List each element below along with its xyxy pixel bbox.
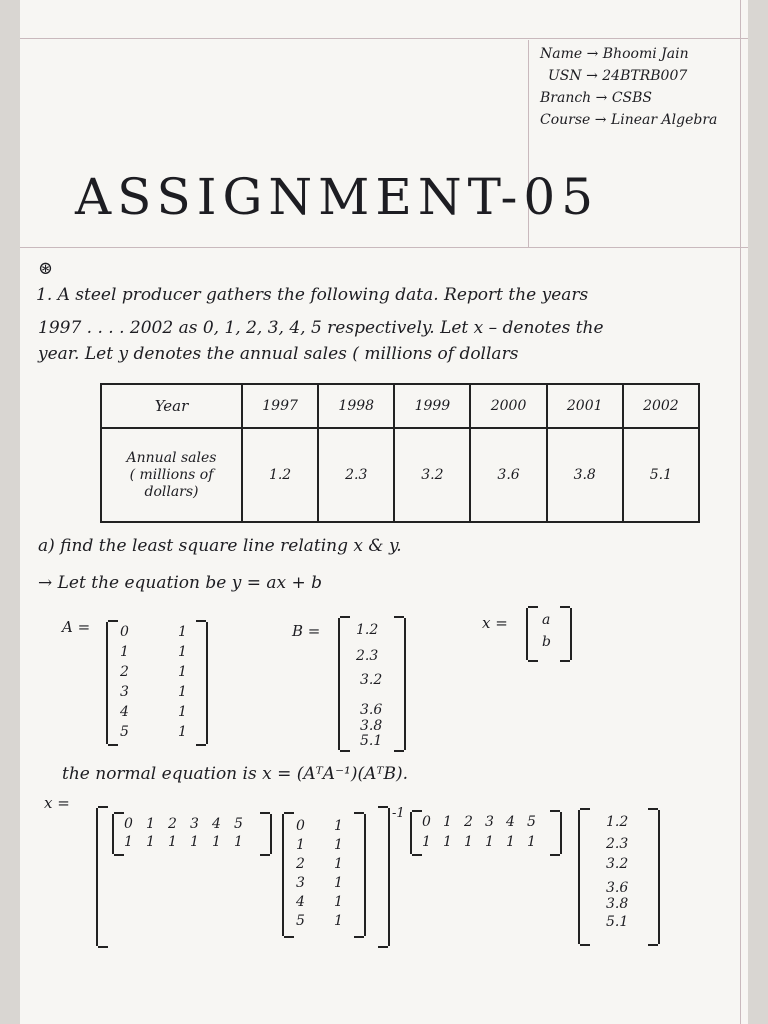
table-row — [101, 428, 699, 522]
matrix-a-2-cell: 1 — [334, 818, 343, 834]
inverse-exponent: -1 — [392, 806, 405, 821]
matrix-at-2-cell: 2 — [464, 814, 473, 830]
table-cell-sales: 3.2 — [394, 428, 470, 522]
student-name: Name → Bhoomi Jain — [540, 46, 689, 62]
matrix-at-2-cell: 1 — [506, 834, 515, 850]
matrix-at-2-cell: 1 — [443, 834, 452, 850]
matrix-a-cell: 1 — [178, 644, 187, 660]
matrix-a-cell: 1 — [178, 684, 187, 700]
matrix-at-2-cell: 1 — [422, 834, 431, 850]
matrix-a-2-cell: 4 — [296, 894, 305, 910]
matrix-a-2-cell: 1 — [334, 837, 343, 853]
table-cell-year: 2001 — [547, 384, 623, 428]
table-cell-sales: 3.8 — [547, 428, 623, 522]
matrix-b-2-cell: 1.2 — [606, 814, 629, 830]
question-line-3: year. Let y denotes the annual sales ( millions of dollars — [38, 344, 519, 364]
matrix-a-2 — [282, 814, 366, 936]
table-header-sales-line: dollars) — [144, 483, 199, 500]
table-header-sales-line: ( millions of — [129, 466, 214, 483]
matrix-at-1-cell: 1 — [212, 834, 221, 850]
matrix-at-2-cell: 0 — [422, 814, 431, 830]
matrix-at-1-cell: 1 — [190, 834, 199, 850]
ruled-line — [20, 38, 748, 39]
question-line-1: 1. A steel producer gathers the following data. Report the years — [36, 285, 589, 305]
matrix-at-2-cell: 4 — [506, 814, 515, 830]
matrix-b-cell: 3.8 — [360, 718, 383, 734]
student-branch: Branch → CSBS — [540, 90, 653, 106]
matrix-a-2-cell: 1 — [334, 875, 343, 891]
ruled-line — [20, 247, 748, 248]
matrix-b-cell: 3.6 — [360, 702, 383, 718]
part-a-equation: → Let the equation be y = ax + b — [38, 573, 323, 593]
table-cell-year: 1998 — [318, 384, 394, 428]
matrix-a-label: A = — [62, 618, 91, 636]
matrix-a-2-cell: 1 — [334, 913, 343, 929]
table-cell-sales: 3.6 — [470, 428, 546, 522]
matrix-at-2-cell: 3 — [485, 814, 494, 830]
x-label: x = — [44, 794, 70, 812]
table-cell-sales: 2.3 — [318, 428, 394, 522]
normal-equation: the normal equation is x = (AᵀA⁻¹)(AᵀB). — [62, 764, 409, 784]
bullet-mark: ⊛ — [38, 258, 54, 279]
matrix-a-cell: 4 — [120, 704, 129, 720]
matrix-a-cell: 1 — [178, 724, 187, 740]
table-cell-sales: 1.2 — [242, 428, 318, 522]
matrix-b-2-cell: 3.8 — [606, 896, 629, 912]
matrix-b-cell: 3.2 — [360, 672, 383, 688]
matrix-a-cell: 1 — [178, 624, 187, 640]
table-header-year: Year — [101, 384, 242, 428]
matrix-at-1-cell: 4 — [212, 816, 221, 832]
matrix-a-cell: 1 — [120, 644, 129, 660]
matrix-at-1-cell: 3 — [190, 816, 199, 832]
matrix-a-2-cell: 2 — [296, 856, 305, 872]
matrix-at-2-cell: 1 — [443, 814, 452, 830]
matrix-at-1-cell: 0 — [124, 816, 133, 832]
matrix-b-2-cell: 2.3 — [606, 836, 629, 852]
matrix-b-cell: 1.2 — [356, 622, 379, 638]
matrix-a-cell: 3 — [120, 684, 129, 700]
matrix-b-2-cell: 3.6 — [606, 880, 629, 896]
table-cell-year: 1999 — [394, 384, 470, 428]
matrix-a-cell: 0 — [120, 624, 129, 640]
matrix-a-2-cell: 1 — [334, 894, 343, 910]
matrix-x-cell: a — [542, 612, 551, 628]
table-cell-year: 2000 — [470, 384, 546, 428]
matrix-x-label: x = — [482, 614, 508, 632]
student-course: Course → Linear Algebra — [540, 112, 718, 128]
matrix-a-2-cell: 0 — [296, 818, 305, 834]
table-cell-sales: 5.1 — [623, 428, 699, 522]
margin-line — [740, 0, 741, 1024]
table-row — [101, 384, 699, 428]
matrix-b-2-cell: 3.2 — [606, 856, 629, 872]
student-usn: USN → 24BTRB007 — [548, 68, 688, 84]
matrix-at-1-cell: 5 — [234, 816, 243, 832]
matrix-at-2-cell: 1 — [485, 834, 494, 850]
part-a-question: a) find the least square line relating x & y. — [38, 536, 402, 556]
table-cell-year: 1997 — [242, 384, 318, 428]
matrix-a-2-cell: 1 — [296, 837, 305, 853]
matrix-a-cell: 5 — [120, 724, 129, 740]
matrix-at-2-cell: 5 — [527, 814, 536, 830]
matrix-at-1-cell: 1 — [146, 816, 155, 832]
matrix-at-1-cell: 1 — [234, 834, 243, 850]
matrix-a — [106, 622, 208, 744]
matrix-at-1-cell: 2 — [168, 816, 177, 832]
matrix-b-cell: 5.1 — [360, 733, 383, 749]
table-header-sales-line: Annual sales — [126, 449, 217, 466]
matrix-b — [338, 618, 406, 750]
matrix-at-2-cell: 1 — [527, 834, 536, 850]
matrix-at-1-cell: 1 — [124, 834, 133, 850]
matrix-a-2-cell: 3 — [296, 875, 305, 891]
matrix-a-cell: 1 — [178, 704, 187, 720]
matrix-b-cell: 2.3 — [356, 648, 379, 664]
table-header-sales — [101, 428, 242, 522]
matrix-x-cell: b — [542, 634, 551, 650]
question-line-2: 1997 . . . . 2002 as 0, 1, 2, 3, 4, 5 respectively. Let x – denotes the — [38, 318, 604, 338]
matrix-b-2-cell: 5.1 — [606, 914, 629, 930]
sales-table — [100, 383, 700, 523]
matrix-a-cell: 2 — [120, 664, 129, 680]
matrix-at-1-cell: 1 — [168, 834, 177, 850]
matrix-x — [526, 608, 572, 660]
table-cell-year: 2002 — [623, 384, 699, 428]
matrix-b-label: B = — [292, 622, 321, 640]
matrix-a-cell: 1 — [178, 664, 187, 680]
matrix-at-2-cell: 1 — [464, 834, 473, 850]
matrix-at-1-cell: 1 — [146, 834, 155, 850]
matrix-a-2-cell: 5 — [296, 913, 305, 929]
page-title: ASSIGNMENT-05 — [75, 168, 600, 226]
matrix-a-2-cell: 1 — [334, 856, 343, 872]
